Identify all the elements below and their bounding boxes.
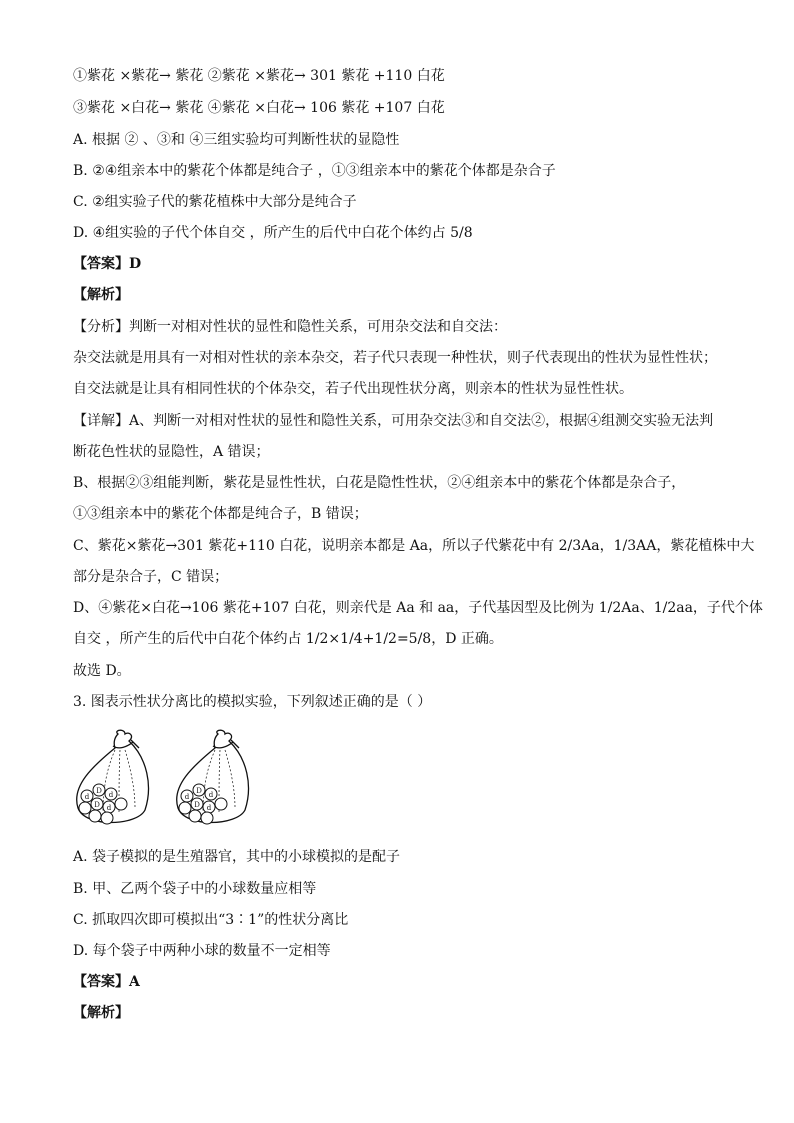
q3-option-b: B. 甲、乙两个袋子中的小球数量应相等	[73, 881, 317, 897]
ball-label: D	[94, 801, 100, 809]
conclusion: 故选 D。	[73, 663, 131, 679]
analysis-self-method: 自交法就是让具有相同性状的个体杂交，若子代出现性状分离，则亲本的性状为显性性状。	[73, 381, 633, 397]
ball-label: D	[96, 787, 102, 795]
cross-line-1: ①紫花 ×紫花→ 紫花 ②紫花 ×紫花→ 301 紫花 +110 白花	[73, 68, 445, 84]
q3-answer-label: 【答案】A	[73, 974, 140, 990]
ball-label: d	[106, 804, 112, 812]
analysis-intro: 【分析】判断一对相对性状的显性和隐性关系，可用杂交法和自交法：	[73, 319, 507, 335]
option-c: C. ②组实验子代的紫花植株中大部分是纯合子	[73, 194, 357, 210]
ball-label: D	[194, 801, 200, 809]
option-b: B. ②④组亲本中的紫花个体都是纯合子 ，①③组亲本中的紫花个体都是杂合子	[73, 163, 556, 179]
question-3-stem: 3. 图表示性状分离比的模拟实验，下列叙述正确的是（ ）	[73, 694, 432, 710]
detail-b-line-2: ①③组亲本中的紫花个体都是纯合子，B 错误；	[73, 506, 368, 522]
q3-option-a: A. 袋子模拟的是生殖器官，其中的小球模拟的是配子	[73, 849, 401, 865]
answer-label: 【答案】D	[73, 256, 142, 272]
q3-option-c: C. 抓取四次即可模拟出“3∶1”的性状分离比	[73, 912, 349, 928]
option-d: D. ④组实验的子代个体自交 ，所产生的后代中白花个体约占 5/8	[73, 225, 473, 241]
ball-label: d	[184, 793, 190, 801]
detail-c-line-1: C、紫花×紫花→301 紫花+110 白花，说明亲本都是 Aa，所以子代紫花中有 2/3Aa，1/3AA，紫花植株中大	[73, 538, 755, 554]
detail-b-line-1: B、根据②③组能判断，紫花是显性性状，白花是隐性性状，②④组亲本中的紫花个体都是杂合子，	[73, 475, 686, 491]
bags-figure	[73, 728, 263, 828]
detail-d-line-1: D、④紫花×白花→106 紫花+107 白花，则亲代是 Aa 和 aa，子代基因型及比例为 1/2Aa、1/2aa，子代个体	[73, 600, 763, 616]
q3-analysis-label: 【解析】	[73, 1005, 129, 1021]
ball-label: d	[208, 791, 214, 799]
option-a: A. 根据 ② 、③和 ④三组实验均可判断性状的显隐性	[73, 132, 400, 148]
ball-label: d	[108, 791, 114, 799]
detail-d-line-2: 自交 ，所产生的后代中白花个体约占 1/2×1/4+1/2=5/8，D 正确。	[73, 631, 503, 647]
q3-option-d: D. 每个袋子中两种小球的数量不一定相等	[73, 943, 331, 959]
ball-label: D	[196, 787, 202, 795]
analysis-label: 【解析】	[73, 287, 129, 303]
detail-a-line-1: 【详解】A、判断一对相对性状的显性和隐性关系，可用杂交法③和自交法②，根据④组测交实验无法判	[73, 413, 714, 429]
ball-label: d	[84, 793, 90, 801]
ball-label: d	[206, 804, 212, 812]
analysis-hybrid-method: 杂交法就是用具有一对相对性状的亲本杂交，若子代只表现一种性状，则子代表现出的性状为显性性状；	[73, 350, 717, 366]
cross-line-2: ③紫花 ×白花→ 紫花 ④紫花 ×白花→ 106 紫花 +107 白花	[73, 100, 445, 116]
detail-c-line-2: 部分是杂合子，C 错误；	[73, 569, 229, 585]
detail-a-line-2: 断花色性状的显隐性，A 错误；	[73, 444, 270, 460]
